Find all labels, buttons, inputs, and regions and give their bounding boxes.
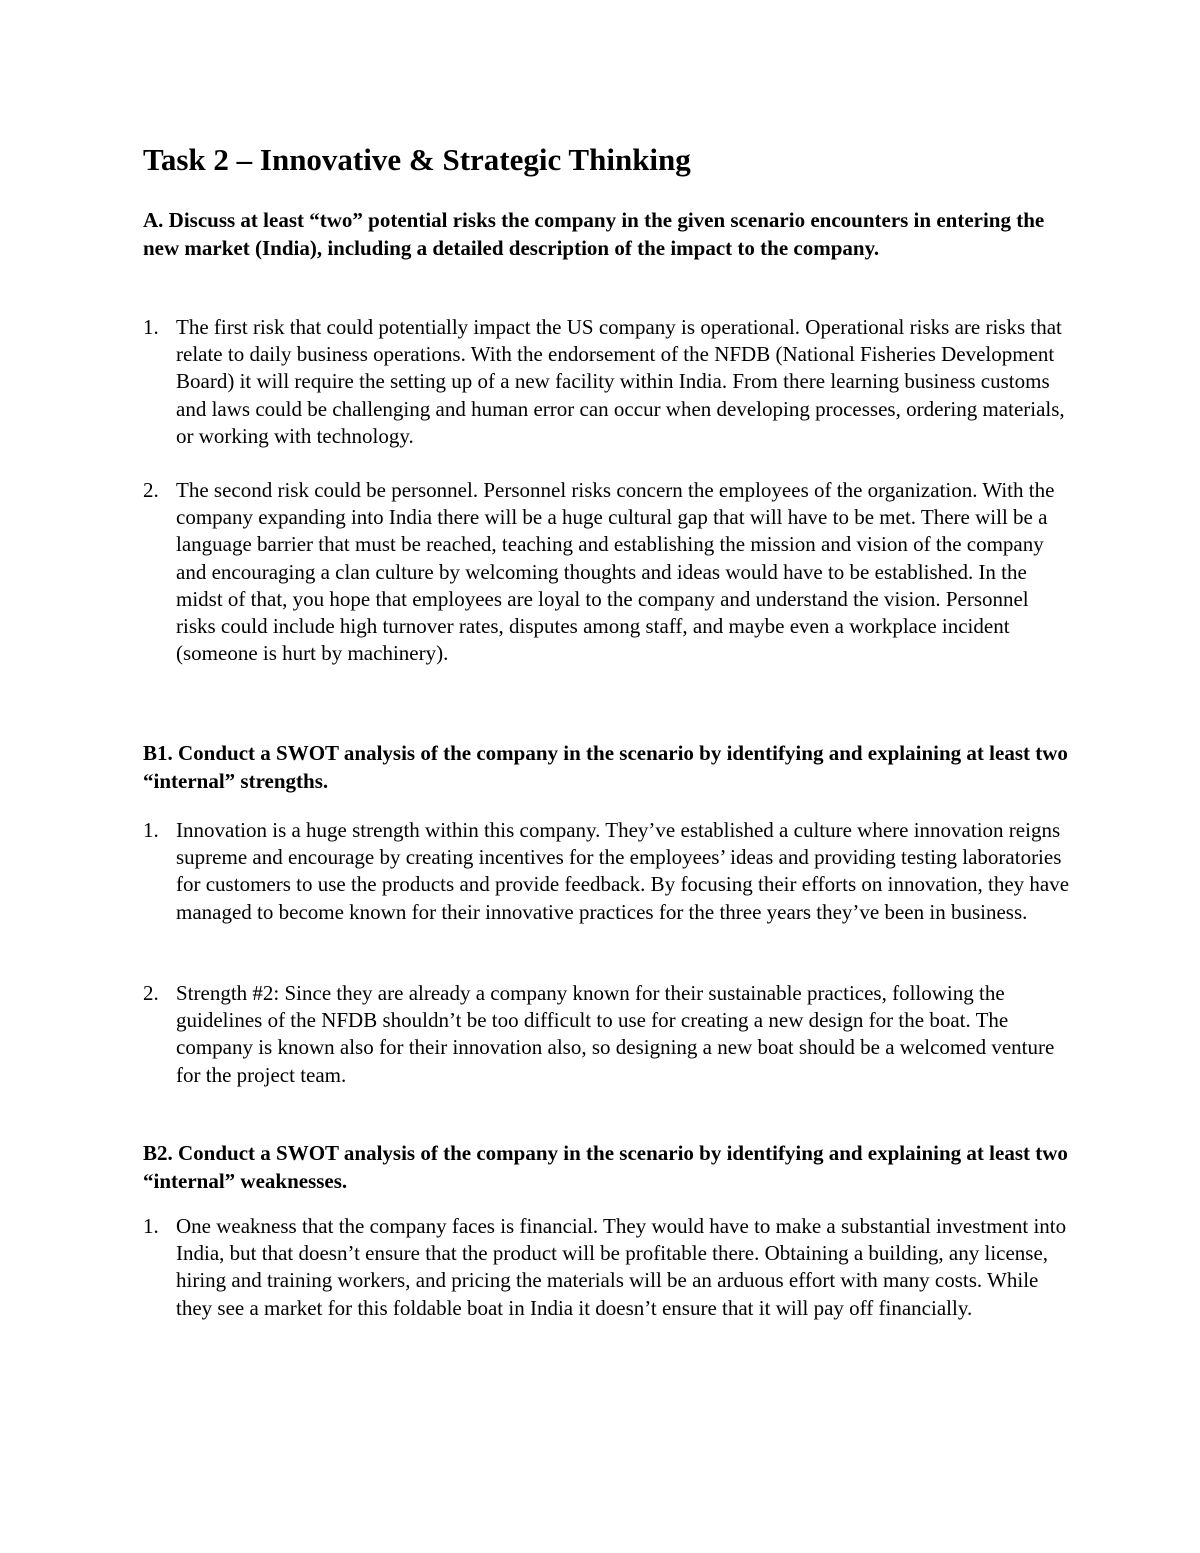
section-b1-item-1 bbox=[143, 817, 1073, 926]
list-item-text: Innovation is a huge strength within this company. They’ve established a culture where innovation reigns supreme and encourage by creating incentives for the employees’ ideas and providing testing laboratories for customers to use the products and provide feedback. By focusing their efforts on innovation, they have managed to become known for their innovative practices for the three years they’ve been in business. bbox=[176, 818, 1070, 924]
section-a-heading: A. Discuss at least “two” potential risks the company in the given scenario encounters in entering the new market (India), including a detailed description of the impact to the company. bbox=[143, 208, 1045, 260]
section-b1-heading: B1. Conduct a SWOT analysis of the company in the scenario by identifying and explaining at least two “internal” strengths. bbox=[143, 741, 1068, 793]
list-number: 1. bbox=[143, 818, 159, 842]
list-item-text: The second risk could be personnel. Personnel risks concern the employees of the organization. With the company expanding into India there will be a huge cultural gap that will have to be met. There will be a language barrier that must be reached, teaching and establishing the mission and vision of the company and encouraging a clan culture by welcoming thoughts and ideas would have to be established. In the midst of that, you hope that employees are loyal to the company and understand the vision. Personnel risks could include high turnover rates, disputes among staff, and maybe even a workplace incident (someone is hurt by machinery). bbox=[176, 478, 1055, 666]
section-a-item-2 bbox=[143, 477, 1073, 667]
list-item-text: One weakness that the company faces is financial. They would have to make a substantial investment into India, but that doesn’t ensure that the product will be profitable there. Obtaining a building, any license, hiring and training workers, and pricing the materials will be an arduous effort with many costs. While they see a market for this foldable boat in India it doesn’t ensure that it will pay off financially. bbox=[176, 1214, 1067, 1320]
list-number: 2. bbox=[143, 478, 159, 502]
list-number: 1. bbox=[143, 1214, 159, 1238]
section-b2-heading: B2. Conduct a SWOT analysis of the company in the scenario by identifying and explaining at least two “internal” weaknesses. bbox=[143, 1141, 1068, 1193]
list-item-text: The first risk that could potentially impact the US company is operational. Operational risks are risks that relate to daily business operations. With the endorsement of the NFDB (National Fisheries Development Board) it will require the setting up of a new facility within India. From there learning business customs and laws could be challenging and human error can occur when developing processes, ordering materials, or working with technology. bbox=[176, 315, 1065, 448]
document-title: Task 2 – Innovative & Strategic Thinking bbox=[143, 142, 691, 177]
list-number: 2. bbox=[143, 981, 159, 1005]
section-a-item-1 bbox=[143, 314, 1073, 450]
section-b1-item-2 bbox=[143, 980, 1073, 1089]
section-b2-item-1 bbox=[143, 1213, 1073, 1322]
list-item-text: Strength #2: Since they are already a company known for their sustainable practices, following the guidelines of the NFDB shouldn’t be too difficult to use for creating a new design for the boat. The company is known also for their innovation also, so designing a new boat should be a welcomed venture for the project team. bbox=[176, 981, 1055, 1087]
list-number: 1. bbox=[143, 315, 159, 339]
